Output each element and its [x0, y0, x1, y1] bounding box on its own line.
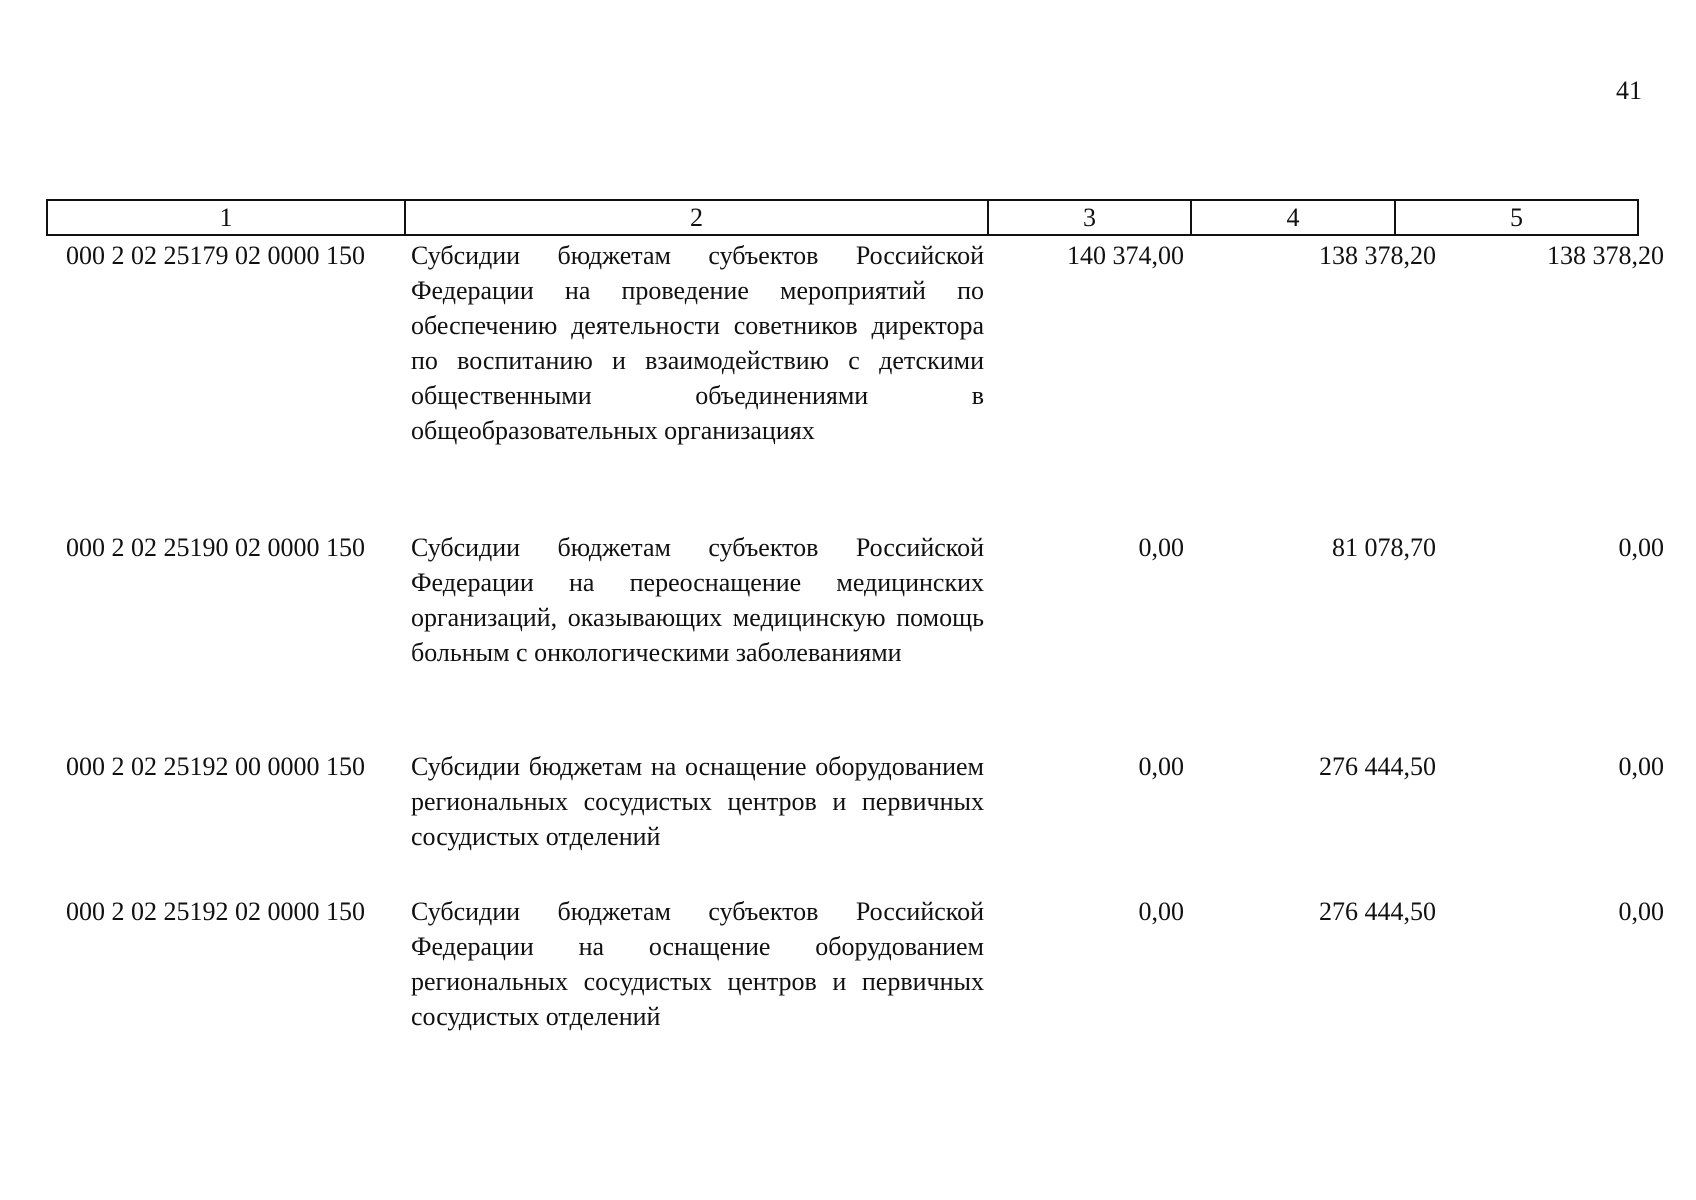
- value-col-4: 81 078,70: [1332, 533, 1436, 562]
- value-col-5: 0,00: [1618, 752, 1664, 781]
- row-description: Субсидии бюджетам субъектов Российской Федерации на проведение мероприятий по обеспечению деятельности советников директора по воспитанию и взаимодействию с детскими общественными объединениями в общеобразовательных организациях: [411, 241, 984, 445]
- budget-code: 000 2 02 25192 00 0000 150: [66, 752, 365, 781]
- row-description: Субсидии бюджетам субъектов Российской Федерации на переоснащение медицинских организаций, оказывающих медицинскую помощь больным с онкологическими заболеваниями: [411, 533, 984, 667]
- header-cell-2: 2: [406, 201, 989, 234]
- value-col-5: 138 378,20: [1547, 241, 1664, 270]
- value-col-5: 0,00: [1618, 897, 1664, 926]
- value-col-3: 0,00: [1138, 533, 1184, 562]
- budget-code: 000 2 02 25192 02 0000 150: [66, 897, 365, 926]
- header-cell-3: 3: [989, 201, 1192, 234]
- table-header: [46, 199, 1639, 236]
- budget-code: 000 2 02 25179 02 0000 150: [66, 241, 365, 270]
- row-description: Субсидии бюджетам на оснащение оборудованием региональных сосудистых центров и первичных сосудистых отделений: [411, 752, 984, 851]
- header-cell-1: 1: [48, 201, 406, 234]
- value-col-4: 276 444,50: [1319, 897, 1436, 926]
- budget-code: 000 2 02 25190 02 0000 150: [66, 533, 365, 562]
- header-cell-4: 4: [1192, 201, 1396, 234]
- header-cell-5: 5: [1510, 203, 1523, 232]
- value-col-3: 140 374,00: [1067, 241, 1184, 270]
- row-description: Субсидии бюджетам субъектов Российской Федерации на оснащение оборудованием региональных сосудистых центров и первичных сосудистых отделений: [411, 897, 984, 1031]
- value-col-4: 276 444,50: [1319, 752, 1436, 781]
- value-col-3: 0,00: [1138, 897, 1184, 926]
- page-number: 41: [1616, 76, 1642, 105]
- value-col-4: 138 378,20: [1319, 241, 1436, 270]
- value-col-5: 0,00: [1618, 533, 1664, 562]
- value-col-3: 0,00: [1138, 752, 1184, 781]
